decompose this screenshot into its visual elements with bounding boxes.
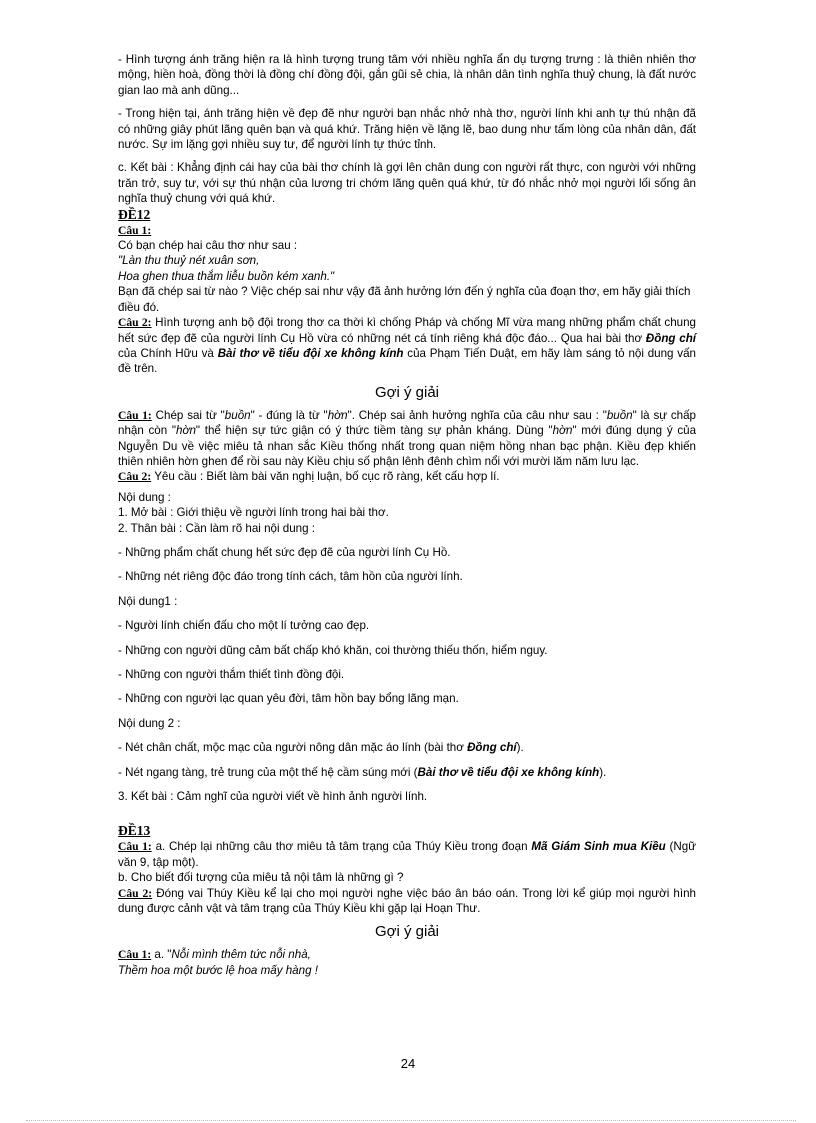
cau-label: Câu 2: bbox=[118, 886, 153, 900]
list-item: - Những con người lạc quan yêu đời, tâm hồn bay bổng lãng mạn. bbox=[118, 692, 459, 706]
poem-line-2: Hoa ghen thua thắm liễu buồn kém xanh." bbox=[118, 269, 335, 283]
quoted-word: hờn bbox=[176, 424, 196, 438]
de13-cau1 bbox=[118, 839, 696, 870]
list-item: - Người lính chiến đấu cho một lí tưởng cao đẹp. bbox=[118, 619, 370, 633]
noi-dung: Nội dung : bbox=[118, 490, 171, 504]
text-run: ). bbox=[516, 741, 524, 755]
cau-label: Câu 1: bbox=[118, 840, 152, 854]
de13-heading: ĐỀ13 bbox=[118, 823, 151, 839]
text-run: của Phạm Tiến Duật, em hãy làm sáng tỏ nội dung vấn đề trên. bbox=[118, 346, 697, 376]
poem-title: Đồng chí bbox=[645, 331, 697, 345]
de13-cau2 bbox=[118, 886, 696, 917]
list-item bbox=[118, 765, 696, 780]
quoted-word: buồn bbox=[224, 408, 251, 422]
list-item: - Những nét riêng độc đáo trong tính cách, tâm hồn của người lính. bbox=[118, 570, 463, 584]
intro-paragraph-1: - Hình tượng ánh trăng hiện ra là hình tượng trung tâm với nhiều nghĩa ẩn dụ tượng trưng : là thiên nhiên thơ mộng, hiền hoà, đồng thời là đồng chí đồng đội, gắn gũi sẻ chia, là nhân dân tình nghĩa thuỷ chung, là đất nước gian lao mà anh dũng... bbox=[118, 53, 696, 97]
footer-divider bbox=[26, 1120, 796, 1121]
text-run: " mới đúng dụng ý của Nguyễn Du về việc miêu tả nhan sắc Kiều thống nhất trong quan niệm hồng nhan bạc phận. Kiều đẹp khiến thiên nhiên hờn ghen để rồi sau này Kiều chịu số phận lênh đênh chìm nổi với mười lăm năm lưu lạc. bbox=[118, 424, 697, 468]
text-run: Đóng vai Thúy Kiều kể lại cho mọi người nghe việc báo ân báo oán. Trong lời kể giúp mọi người hình dung được cảnh vật và tâm trạng của Thúy Kiều khi gặp lại Hoạn Thư. bbox=[118, 886, 696, 916]
text-run: Hình tượng anh bộ đội trong thơ ca thời kì chống Pháp và chống Mĩ vừa mang những phẩm chất chung hết sức đẹp đẽ của người lính Cụ Hồ vừa có những nét cá tính riêng khá độc đáo... Qua hai bài thơ bbox=[118, 316, 696, 345]
text-run: " - đúng là từ " bbox=[250, 408, 328, 422]
quoted-word: buồn bbox=[606, 408, 633, 422]
text-run: của Chính Hữu và bbox=[118, 346, 218, 360]
poem-line: Nỗi mình thêm tức nỗi nhà, bbox=[171, 948, 311, 962]
intro-paragraph-3: c. Kết bài : Khẳng định cái hay của bài thơ chính là gợi lên chân dung con người rất thực, con người với những trăn trở, suy tư, với sự thú nhận của lương tri chớm lãng quên quá khứ, từ đó nhắc nhở mọi người lối sống ân nghĩa thuỷ chung với quá khứ. bbox=[118, 161, 696, 206]
list-item bbox=[118, 740, 696, 755]
page-number: 24 bbox=[400, 1056, 416, 1071]
poem-title: Bài thơ về tiểu đội xe không kính bbox=[417, 765, 600, 779]
cau-label: Câu 1: bbox=[118, 948, 152, 962]
mo-bai: 1. Mở bài : Giới thiệu về người lính trong hai bài thơ. bbox=[118, 506, 389, 520]
text-run: ". Chép sai ảnh hưởng nghĩa của câu như sau : " bbox=[347, 408, 607, 422]
text-run: Chép sai từ " bbox=[151, 408, 225, 422]
document-page bbox=[118, 52, 696, 978]
de12-answer-1 bbox=[118, 408, 696, 470]
de13-answer-1 bbox=[118, 947, 696, 962]
text-run: - Nét ngang tàng, trẻ trung của một thế hệ cầm súng mới ( bbox=[118, 765, 418, 779]
poem-title: Bài thơ về tiểu đội xe không kính bbox=[217, 346, 404, 360]
text-run: ). bbox=[599, 765, 607, 779]
cau-label: Câu 1: bbox=[118, 408, 152, 422]
cau-label: Câu 2: bbox=[118, 470, 152, 484]
text-run: Yêu cầu : Biết làm bài văn nghị luận, bố cục rõ ràng, kết cấu hợp lí. bbox=[151, 470, 500, 484]
section-title: Gợi ý giải bbox=[374, 923, 440, 941]
ket-bai: 3. Kết bài : Cảm nghĩ của người viết về hình ảnh người lính. bbox=[118, 790, 428, 804]
de12-answer-2 bbox=[118, 469, 696, 484]
cau-label: Câu 2: bbox=[118, 316, 152, 330]
quoted-word: hờn bbox=[327, 408, 348, 422]
list-item: - Những con người dũng cảm bất chấp khó khăn, coi thường thiếu thốn, hiểm nguy. bbox=[118, 643, 548, 657]
text-run: " là sự chấp nhận còn " bbox=[118, 408, 696, 438]
de12-heading: ĐỀ12 bbox=[118, 206, 151, 222]
quoted-word: hờn bbox=[552, 424, 573, 438]
de12-cau1-question: Bạn đã chép sai từ nào ? Việc chép sai như vậy đã ảnh hưởng lớn đến ý nghĩa của đoạn thơ, em hãy giải thích điều đó. bbox=[118, 285, 691, 314]
than-bai: 2. Thân bài : Cần làm rõ hai nội dung : bbox=[118, 521, 316, 535]
list-item: - Những phẩm chất chung hết sức đẹp đẽ của người lính Cụ Hồ. bbox=[118, 545, 451, 559]
poem-title: Mã Giám Sinh mua Kiều bbox=[531, 840, 666, 854]
text-run: - Nét chân chất, mộc mạc của người nông dân mặc áo lính (bài thơ bbox=[118, 741, 468, 755]
list-item: - Những con người thắm thiết tình đồng đội. bbox=[118, 668, 345, 681]
poem-title: Đồng chí bbox=[467, 741, 517, 755]
de12-cau1-intro: Có bạn chép hai câu thơ như sau : bbox=[118, 239, 298, 253]
poem-line: Thềm hoa một bước lệ hoa mấy hàng ! bbox=[118, 963, 318, 977]
de12-cau2 bbox=[118, 315, 696, 377]
list-item: Nội dung 2 : bbox=[118, 716, 181, 730]
text-run: a. " bbox=[151, 948, 172, 962]
text-run: " thể hiện sự tức giận có ý thức tiềm tàng sự phản kháng. Dùng " bbox=[195, 424, 553, 438]
de13-cau1-b: b. Cho biết đối tượng của miêu tả nội tâm là những gì ? bbox=[118, 871, 404, 885]
de12-cau1-label bbox=[118, 223, 696, 238]
poem-line-1: "Làn thu thuỷ nét xuân sơn, bbox=[118, 254, 260, 268]
intro-paragraph-2: - Trong hiện tại, ánh trăng hiện về đẹp đẽ như người bạn nhắc nhở nhà thơ, người lính khi anh tự thú nhận đã có những giây phút lãng quên bạn và quá khứ. Trăng hiện về lặng lẽ, bao dung như tấm lòng của nhân dân, đất nước. Sự im lặng gợi nhiều suy tư, để người lính tự thức tỉnh. bbox=[118, 107, 696, 152]
section-title: Gợi ý giải bbox=[374, 383, 440, 401]
list-item: Nội dung1 : bbox=[118, 594, 178, 608]
cau-label: Câu 1: bbox=[118, 223, 152, 237]
text-run: (Ngữ văn 9, tập một). bbox=[118, 840, 696, 869]
text-run: a. Chép lại những câu thơ miêu tả tâm trạng của Thúy Kiều trong đoạn bbox=[151, 840, 532, 854]
